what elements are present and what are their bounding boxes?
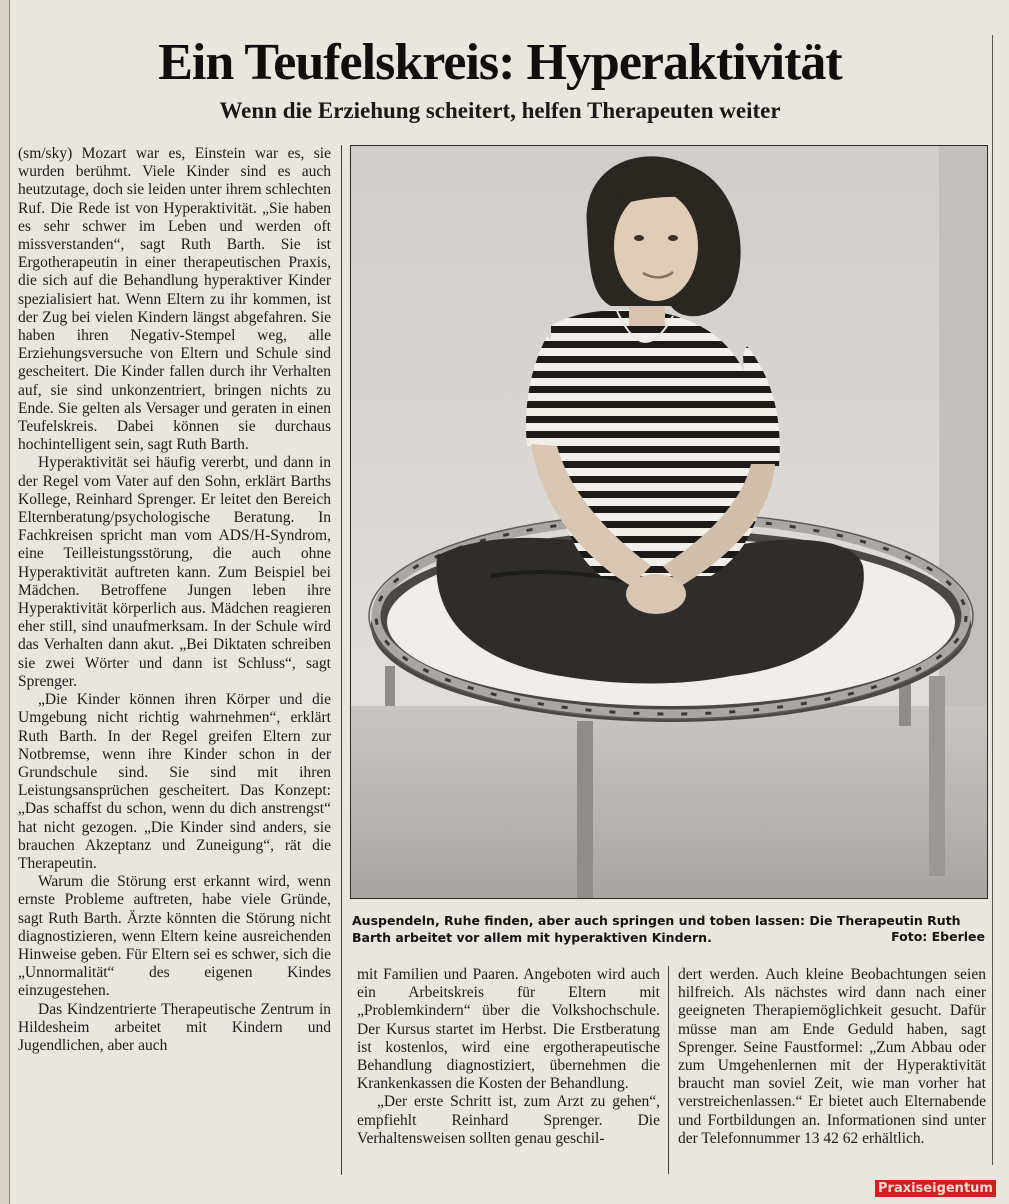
article-column-3 [678,966,986,1148]
column-rule [341,145,342,1175]
paragraph: „Die Kinder können ihren Körper und die Umgebung nicht richtig wahrnehmen“, erklärt Ruth Barth. In der Regel greifen Eltern zur Notbremse, wenn ihre Kinder schon in der Grundschule sind. Sie sind mit ihren Leistungsansprüchen gescheitert. Das Konzept: „Das schaffst du schon, wenn du dich anstrengst“ hat nicht gezogen. „Die Kinder sind anders, sie brauchen Akzeptanz und Zuneigung“, rät die Therapeutin. [18,691,331,872]
article-column-1 [18,145,331,1055]
article-column-2 [357,966,660,1148]
photo-credit: Foto: Eberlee [891,929,985,944]
paragraph: dert werden. Auch kleine Beobachtungen seien hilfreich. Als nächstes wird dann nach einer geeigneten Therapiemöglichkeit gesucht. Dafür müsse man am Ende Geduld haben, sagt Sprenger. Seine Faustformel: „Zum Abbau oder zum Umgehenlernen mit der Hyperaktivität braucht man soviel Zeit, wie man vorher hat verstreichenlassen.“ Er bietet auch Elternabende und Fortbildungen an. Informationen sind unter der Telefonnummer 13 42 62 erhältlich. [678,966,986,1147]
watermark-label: Praxiseigentum [875,1180,996,1197]
paragraph: mit Familien und Paaren. Angeboten wird auch ein Arbeitskreis für Eltern mit „Problemkindern“ über die Volkshochschule. Der Kursus startet im Herbst. Die Erstberatung ist kostenlos, wird eine ergotherapeutische Behandlung diagnostiziert, übernehmen die Krankenkassen die Kosten der Behandlung. [357,966,660,1093]
article-photo [350,145,988,899]
paragraph: „Der erste Schritt ist, zum Arzt zu gehen“, empfiehlt Reinhard Sprenger. Die Verhaltensweisen sollten genau geschil- [357,1093,660,1147]
column-rule [668,966,669,1174]
paragraph: Warum die Störung erst erkannt wird, wenn ernste Probleme auftreten, habe viele Gründe, sagt Ruth Barth. Ärzte könnten die Störung nicht diagnostizieren, wenn Eltern keine ausreichenden Hinweise geben. Für Eltern sei es schwer, sich die „Unnormalität“ des eigenen Kindes einzugestehen. [18,873,331,1000]
subheadline: Wenn die Erziehung scheitert, helfen Therapeuten weiter [219,98,781,123]
paragraph: Hyperaktivität sei häufig vererbt, und dann in der Regel vom Vater auf den Sohn, erklärt Barths Kollege, Reinhard Sprenger. Er leitet den Bereich Elternberatung/psychologische Beratung. In Fachkreisen spricht man vom ADS/H-Syndrom, eine Teilleistungsstörung, die auch ohne Hyperaktivität auftreten kann. Zum Beispiel bei Mädchen. Betroffene Jungen leben ihre Hyperaktivität körperlich aus. Mädchen reagieren eher still, sind unaufmerksam. In der Schule wird das Verhalten dann akut. „Bei Diktaten schreiben sie zwei Wörter und dann ist Schluss“, sagt Sprenger. [18,454,331,690]
photo-woman-on-trampoline [351,146,987,898]
headline: Ein Teufelskreis: Hyperaktivität [158,34,842,91]
page-gutter-left [0,0,10,1204]
column-rule-right [992,35,993,1165]
paragraph: (sm/sky) Mozart war es, Einstein war es, sie wurden berühmt. Viele Kinder sind es auch heutzutage, doch sie leiden unter ihrem schlechten Ruf. Die Rede ist von Hyperaktivität. „Sie haben es sehr schwer im Leben und werden oft missverstanden“, sagt Ruth Barth. Sie ist Ergotherapeutin in einer therapeutischen Praxis, die sich auf die Behandlung hyperaktiver Kinder spezialisiert hat. Wenn Eltern zu ihr kommen, ist der Zug bei vielen Kindern längst abgefahren. Sie haben ihren Negativ-Stempel weg, alle Erziehungsversuche von Eltern und Schule sind gescheitert. Die Kinder fallen durch ihr Verhalten auf, sie sind unkonzentriert, bringen nichts zu Ende. Sie gelten als Versager und geraten in einen Teufelskreis. Dabei können sie durchaus hochintelligent sein, sagt Ruth Barth. [18,145,331,454]
photo-caption: Auspendeln, Ruhe finden, aber auch springen und toben lassen: Die Therapeutin Ruth Barth arbeitet vor allem mit hyperaktiven Kindern. [352,913,961,945]
paragraph: Das Kindzentrierte Therapeutische Zentrum in Hildesheim arbeitet mit Kindern und Jugendlichen, aber auch [18,1000,331,1054]
